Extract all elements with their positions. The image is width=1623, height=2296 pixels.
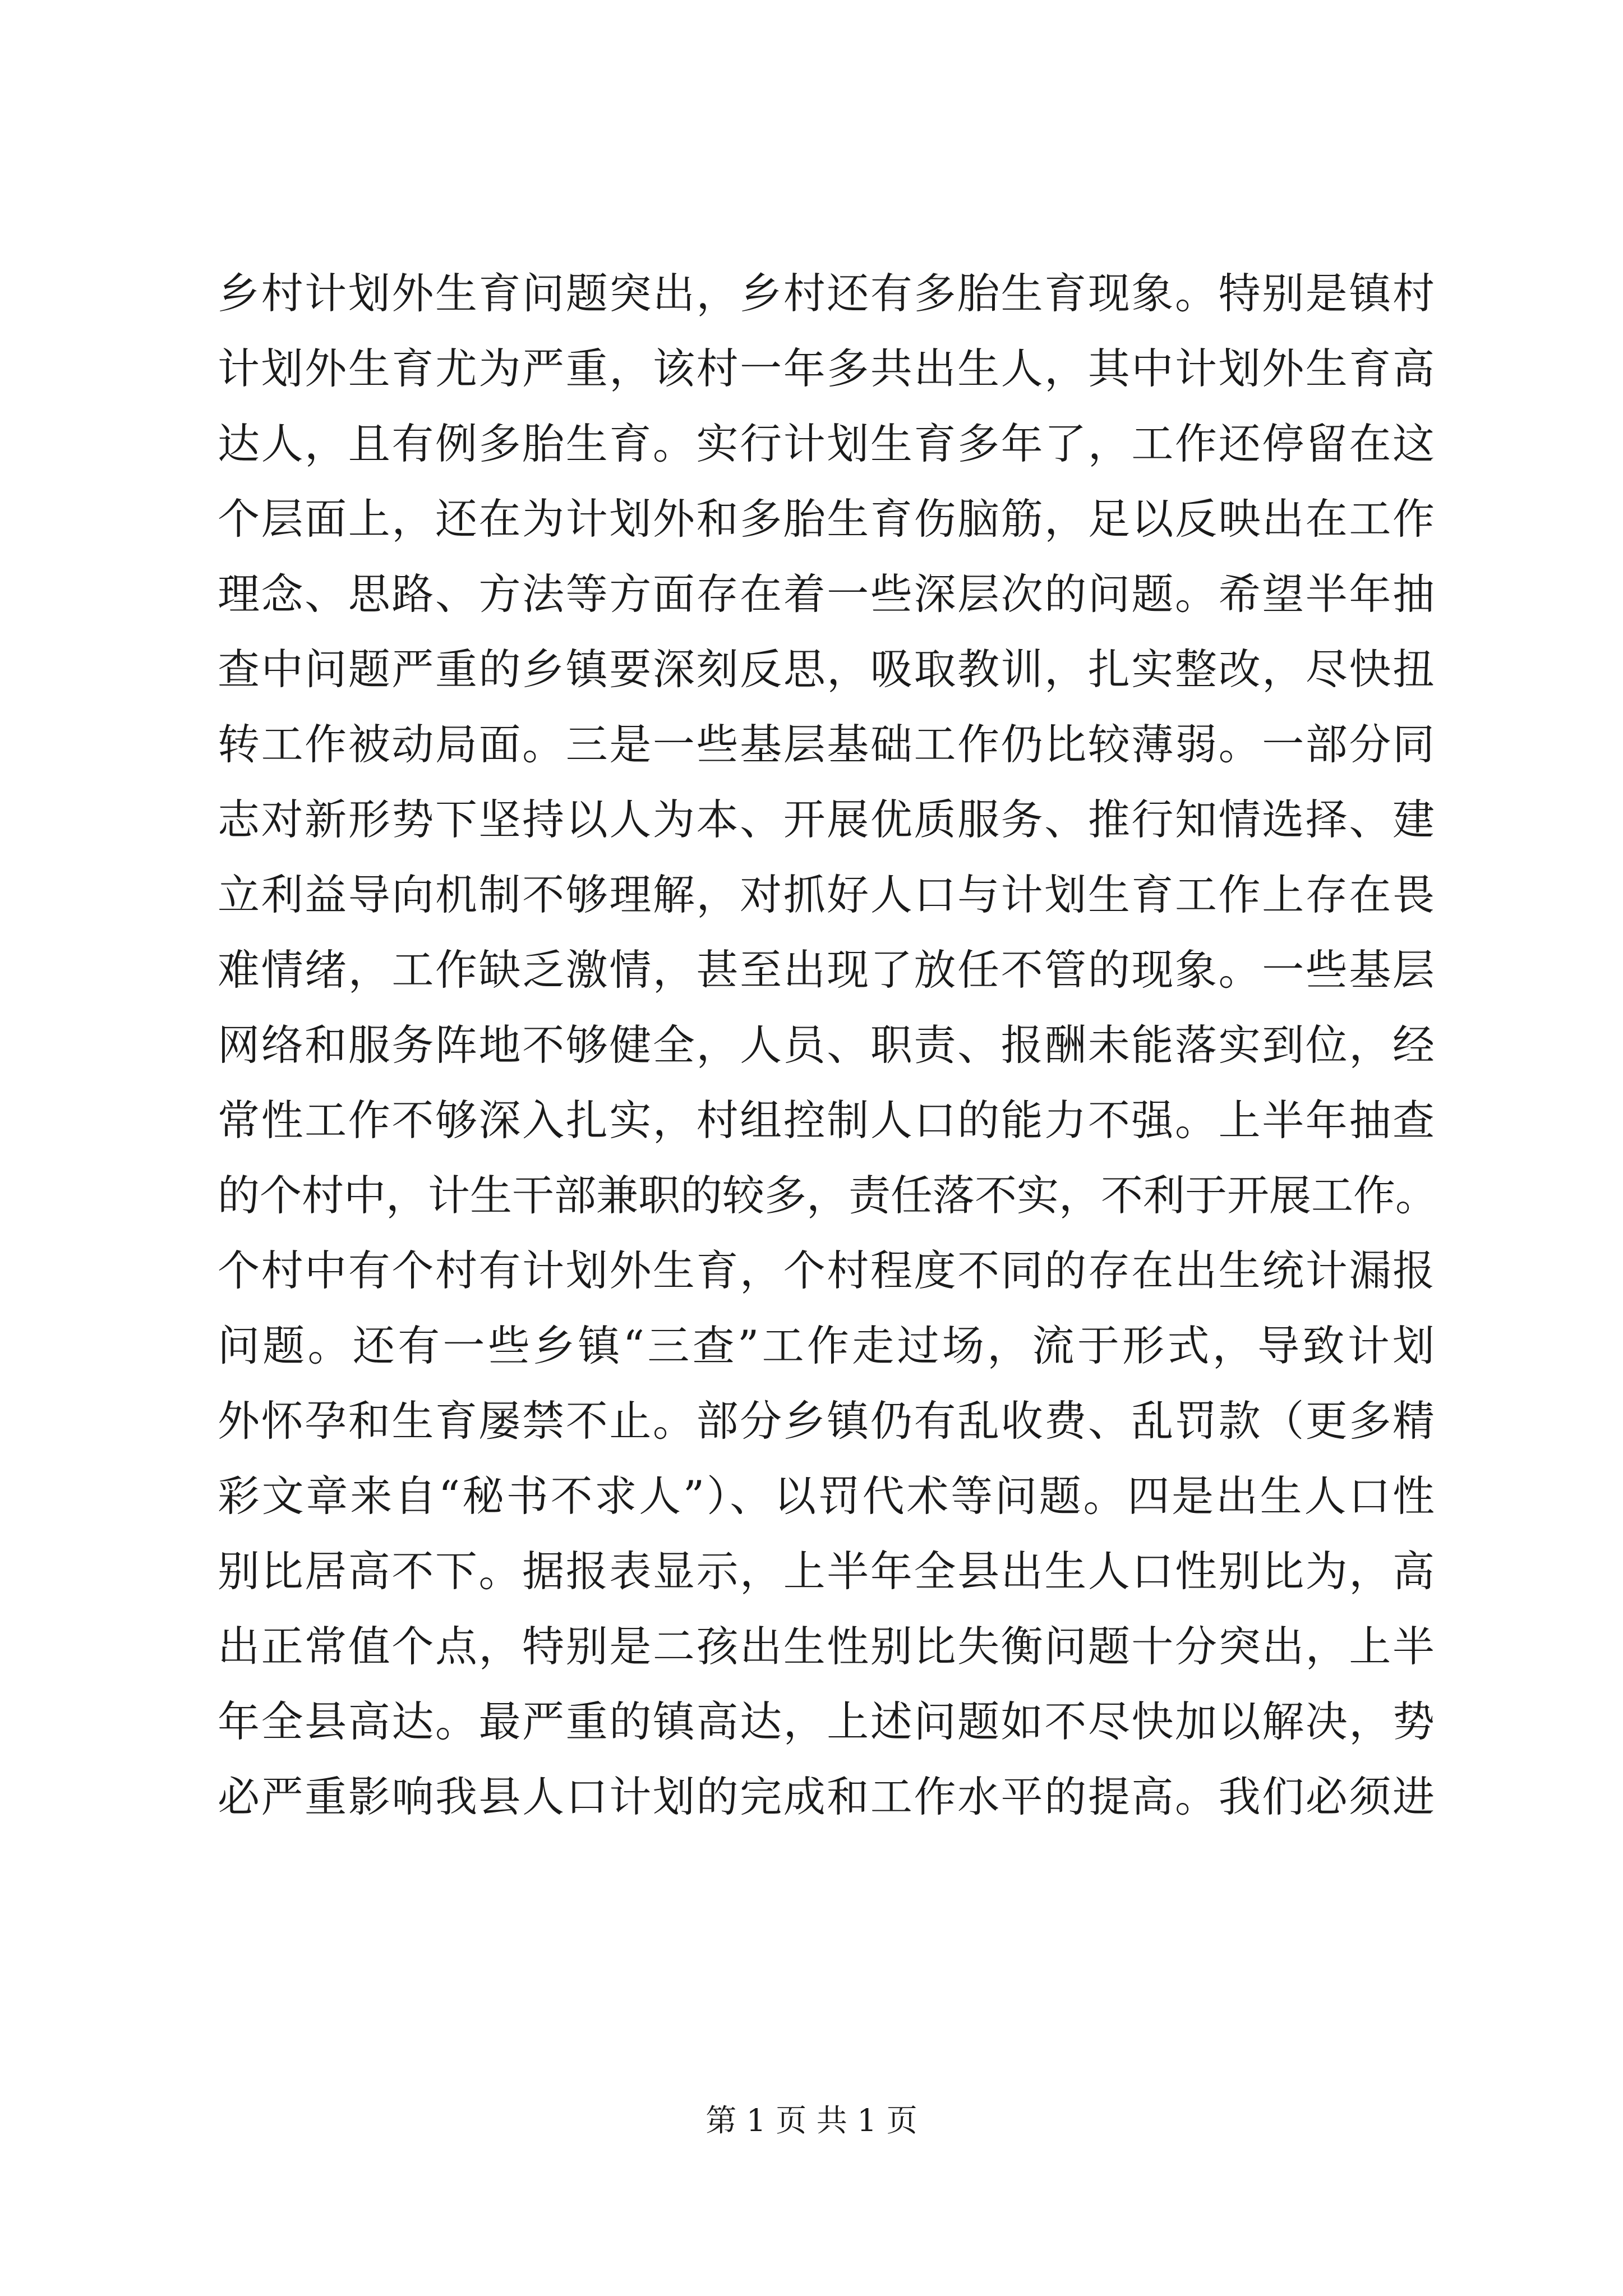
text-line: 年全县高达。最严重的镇高达，上述问题如不尽快加以解决，势 [218, 1697, 1435, 1746]
text-line: 达人，且有例多胎生育。实行计划生育多年了，工作还停留在这 [218, 419, 1435, 468]
text-line: 查中问题严重的乡镇要深刻反思，吸取教训，扎实整改，尽快扭 [218, 645, 1435, 694]
text-line: 出正常值个点，特别是二孩出生性别比失衡问题十分突出，上半 [218, 1622, 1435, 1671]
text-line: 乡村计划外生育问题突出，乡村还有多胎生育现象。特别是镇村 [218, 269, 1435, 318]
text-line: 必严重影响我县人口计划的完成和工作水平的提高。我们必须进 [218, 1772, 1435, 1821]
text-line: 志对新形势下坚持以人为本、开展优质服务、推行知情选择、建 [218, 795, 1435, 844]
text-line: 理念、思路、方法等方面存在着一些深层次的问题。希望半年抽 [218, 569, 1435, 619]
text-line: 别比居高不下。据报表显示，上半年全县出生人口性别比为，高 [218, 1547, 1435, 1596]
text-line: 的个村中，计生干部兼职的较多，责任落不实，不利于开展工作。 [218, 1171, 1438, 1220]
text-line: 个村中有个村有计划外生育，个村程度不同的存在出生统计漏报 [218, 1246, 1435, 1295]
text-line: 彩文章来自“秘书不求人”）、以罚代术等问题。四是出生人口性 [218, 1471, 1435, 1521]
text-line: 转工作被动局面。三是一些基层基础工作仍比较薄弱。一部分同 [218, 720, 1435, 769]
text-line: 难情绪，工作缺乏激情，甚至出现了放任不管的现象。一些基层 [218, 945, 1435, 995]
text-line: 计划外生育尤为严重，该村一年多共出生人，其中计划外生育高 [218, 344, 1435, 393]
text-line: 个层面上，还在为计划外和多胎生育伤脑筋，足以反映出在工作 [218, 494, 1435, 544]
page-number-footer: 第 1 页 共 1 页 [706, 2102, 917, 2138]
document-body [218, 256, 1438, 1834]
text-line: 外怀孕和生育屡禁不止。部分乡镇仍有乱收费、乱罚款（更多精 [218, 1396, 1435, 1446]
text-line: 常性工作不够深入扎实，村组控制人口的能力不强。上半年抽查 [218, 1096, 1435, 1145]
text-line: 网络和服务阵地不够健全，人员、职责、报酬未能落实到位，经 [218, 1020, 1435, 1070]
text-line: 问题。还有一些乡镇“三查”工作走过场，流于形式，导致计划 [218, 1321, 1435, 1370]
text-line: 立利益导向机制不够理解，对抓好人口与计划生育工作上存在畏 [218, 870, 1435, 919]
